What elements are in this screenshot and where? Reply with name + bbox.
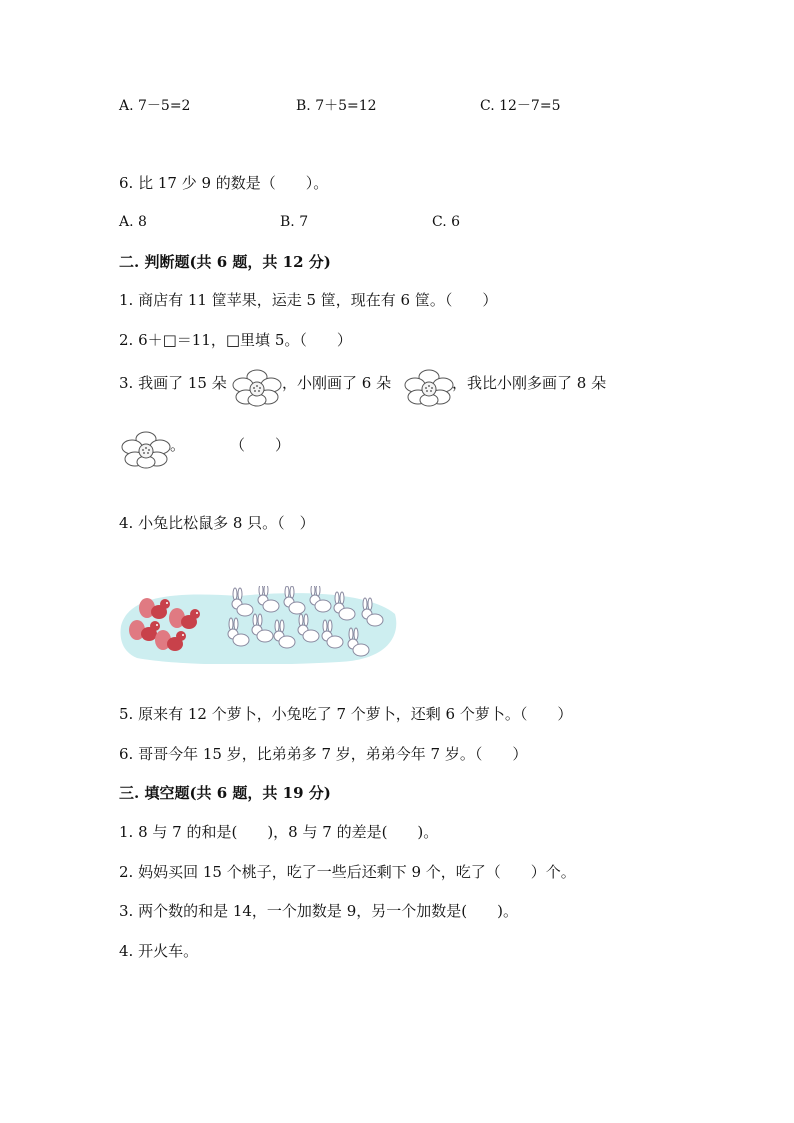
q6-option-b: B. 7 — [280, 214, 309, 230]
section2-title: 二. 判断题(共 6 题，共 12 分) — [119, 253, 331, 271]
s2-item-4: 4. 小兔比松鼠多 8 只。（ ） — [119, 514, 315, 532]
s2-item-2: 2. 6＋□＝11，□里填 5。（ ） — [119, 331, 352, 349]
q5-option-b: B. 7＋5=12 — [296, 98, 377, 114]
s2-item-6: 6. 哥哥今年 15 岁，比弟弟多 7 岁，弟弟今年 7 岁。（ ） — [119, 745, 528, 763]
s3-item-4: 4. 开火车。 — [119, 942, 199, 960]
s2-item-3-part1: 3. 我画了 15 朵 — [119, 374, 227, 392]
q6-option-a: A. 8 — [119, 214, 147, 230]
s3-item-2: 2. 妈妈买回 15 个桃子，吃了一些后还剩下 9 个，吃了（ ）个。 — [119, 863, 576, 881]
q5-option-c: C. 12－7=5 — [480, 98, 561, 114]
section3-title: 三. 填空题(共 6 题，共 19 分) — [119, 784, 331, 802]
s3-item-1: 1. 8 与 7 的和是( )，8 与 7 的差是( )。 — [119, 823, 439, 841]
flower-icon — [121, 430, 171, 474]
squirrel-rabbit-picture — [119, 586, 399, 664]
s2-item-5: 5. 原来有 12 个萝卜，小兔吃了 7 个萝卜，还剩 6 个萝卜。（ ） — [119, 705, 573, 723]
s2-item-3-part3: ，我比小刚多画了 8 朵 — [452, 374, 607, 392]
s3-item-3: 3. 两个数的和是 14，一个加数是 9，另一个加数是( )。 — [119, 902, 518, 920]
s2-item-3-part4: 。 （ ） — [170, 436, 291, 454]
s2-item-1: 1. 商店有 11 筐苹果，运走 5 筐，现在有 6 筐。（ ） — [119, 291, 498, 309]
flower-icon — [232, 368, 282, 412]
q6-text: 6. 比 17 少 9 的数是（ ）。 — [119, 174, 329, 192]
q5-option-a: A. 7－5=2 — [119, 98, 191, 114]
flower-icon — [404, 368, 454, 412]
s2-item-3-part2: ，小刚画了 6 朵 — [282, 374, 392, 392]
q6-option-c: C. 6 — [432, 214, 461, 230]
